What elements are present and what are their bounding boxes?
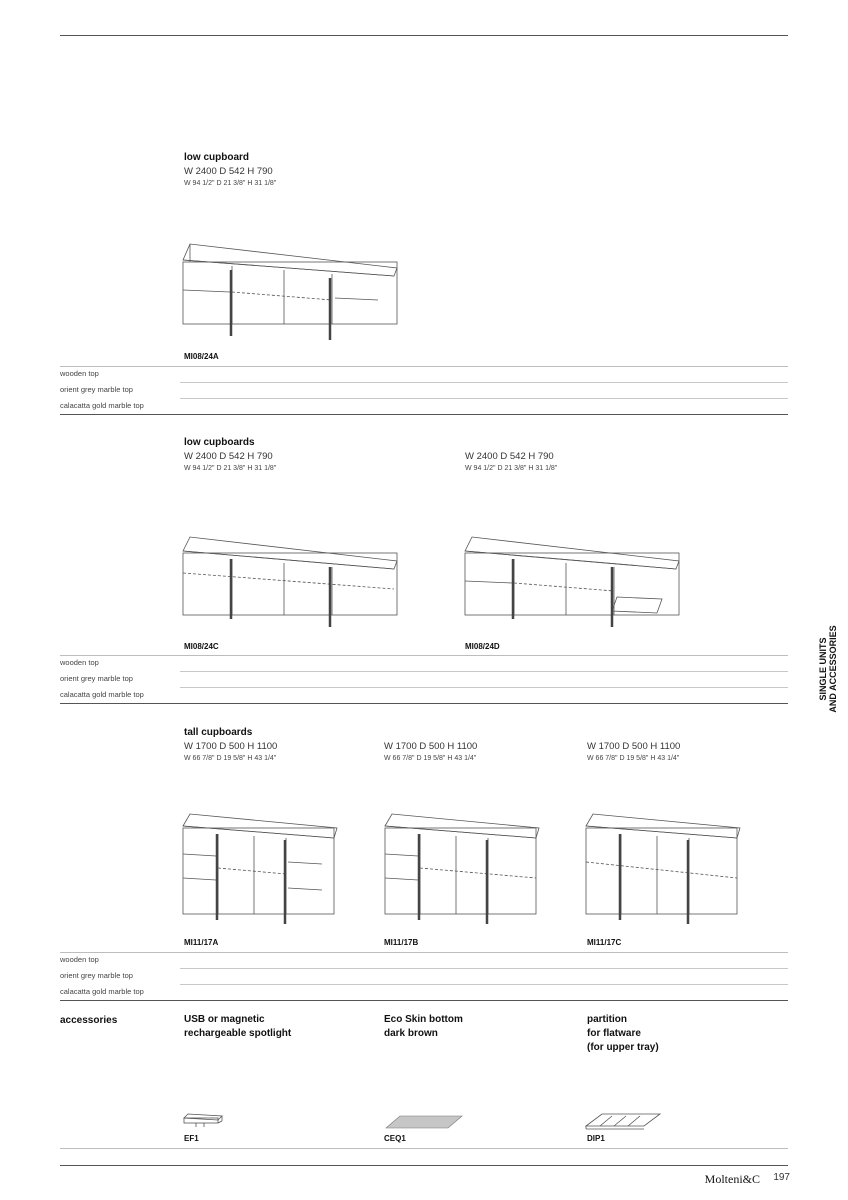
accessory-title: USB or magnetic rechargeable spotlight <box>184 1014 292 1039</box>
divider <box>60 1148 788 1149</box>
finish-orient-grey: orient grey marble top <box>60 971 133 980</box>
product-code: EF1 <box>184 1134 199 1143</box>
dimensions-inches: W 94 1/2" D 21 3/8" H 31 1/8" <box>184 180 277 187</box>
section-rule <box>60 703 788 704</box>
product-code: MI11/17C <box>587 938 622 947</box>
dimensions-mm: W 2400 D 542 H 790 <box>184 451 273 462</box>
tall-cupboard-open-left-drawing <box>382 812 542 927</box>
side-tab-label: SINGLE UNITS AND ACCESSORIES <box>818 625 838 713</box>
dimensions-inches: W 66 7/8" D 19 5/8" H 43 1/4" <box>384 755 477 762</box>
tall-cupboard-closed-drawing <box>583 812 743 927</box>
divider <box>60 952 788 953</box>
divider <box>180 382 788 383</box>
page-number: 197 <box>773 1172 790 1183</box>
finish-calacatta-gold: calacatta gold marble top <box>60 401 144 410</box>
section-title: tall cupboards <box>184 727 253 738</box>
divider <box>180 398 788 399</box>
product-code: MI08/24D <box>465 642 500 651</box>
low-cupboard-drawing <box>180 240 400 345</box>
divider <box>60 655 788 656</box>
top-rule <box>60 35 788 36</box>
section-title: low cupboards <box>184 437 255 448</box>
dimensions-inches: W 66 7/8" D 19 5/8" H 43 1/4" <box>587 755 680 762</box>
product-code: MI08/24A <box>184 352 219 361</box>
footer-rule <box>60 1165 788 1166</box>
finish-orient-grey: orient grey marble top <box>60 674 133 683</box>
divider <box>60 366 788 367</box>
product-code: CEQ1 <box>384 1134 406 1143</box>
accessory-title: partition for flatware (for upper tray) <box>587 1014 659 1053</box>
finish-wooden-top: wooden top <box>60 369 99 378</box>
finish-wooden-top: wooden top <box>60 658 99 667</box>
section-rule <box>60 414 788 415</box>
finish-wooden-top: wooden top <box>60 955 99 964</box>
spotlight-drawing <box>182 1112 242 1132</box>
dimensions-inches: W 66 7/8" D 19 5/8" H 43 1/4" <box>184 755 277 762</box>
product-code: DIP1 <box>587 1134 605 1143</box>
dimensions-mm: W 1700 D 500 H 1100 <box>384 741 478 752</box>
flatware-partition-drawing <box>582 1110 672 1132</box>
accessories-label: accessories <box>60 1015 118 1026</box>
dimensions-mm: W 1700 D 500 H 1100 <box>184 741 278 752</box>
divider <box>180 687 788 688</box>
dimensions-inches: W 94 1/2" D 21 3/8" H 31 1/8" <box>465 465 558 472</box>
tall-cupboard-open-both-drawing <box>180 812 340 927</box>
accessory-title: Eco Skin bottom dark brown <box>384 1014 463 1039</box>
divider <box>180 968 788 969</box>
eco-skin-bottom-drawing <box>382 1112 472 1132</box>
dimensions-inches: W 94 1/2" D 21 3/8" H 31 1/8" <box>184 465 277 472</box>
product-code: MI11/17B <box>384 938 419 947</box>
finish-calacatta-gold: calacatta gold marble top <box>60 987 144 996</box>
dimensions-mm: W 2400 D 542 H 790 <box>184 166 273 177</box>
product-code: MI11/17A <box>184 938 219 947</box>
brand-logo: Molteni&C <box>704 1172 760 1186</box>
low-cupboard-open-drawing <box>462 535 682 635</box>
section-rule <box>60 1000 788 1001</box>
dimensions-mm: W 2400 D 542 H 790 <box>465 451 554 462</box>
section-title: low cupboard <box>184 152 249 163</box>
divider <box>180 984 788 985</box>
product-code: MI08/24C <box>184 642 219 651</box>
finish-calacatta-gold: calacatta gold marble top <box>60 690 144 699</box>
finish-orient-grey: orient grey marble top <box>60 385 133 394</box>
divider <box>180 671 788 672</box>
dimensions-mm: W 1700 D 500 H 1100 <box>587 741 681 752</box>
low-cupboard-closed-drawing <box>180 535 400 635</box>
